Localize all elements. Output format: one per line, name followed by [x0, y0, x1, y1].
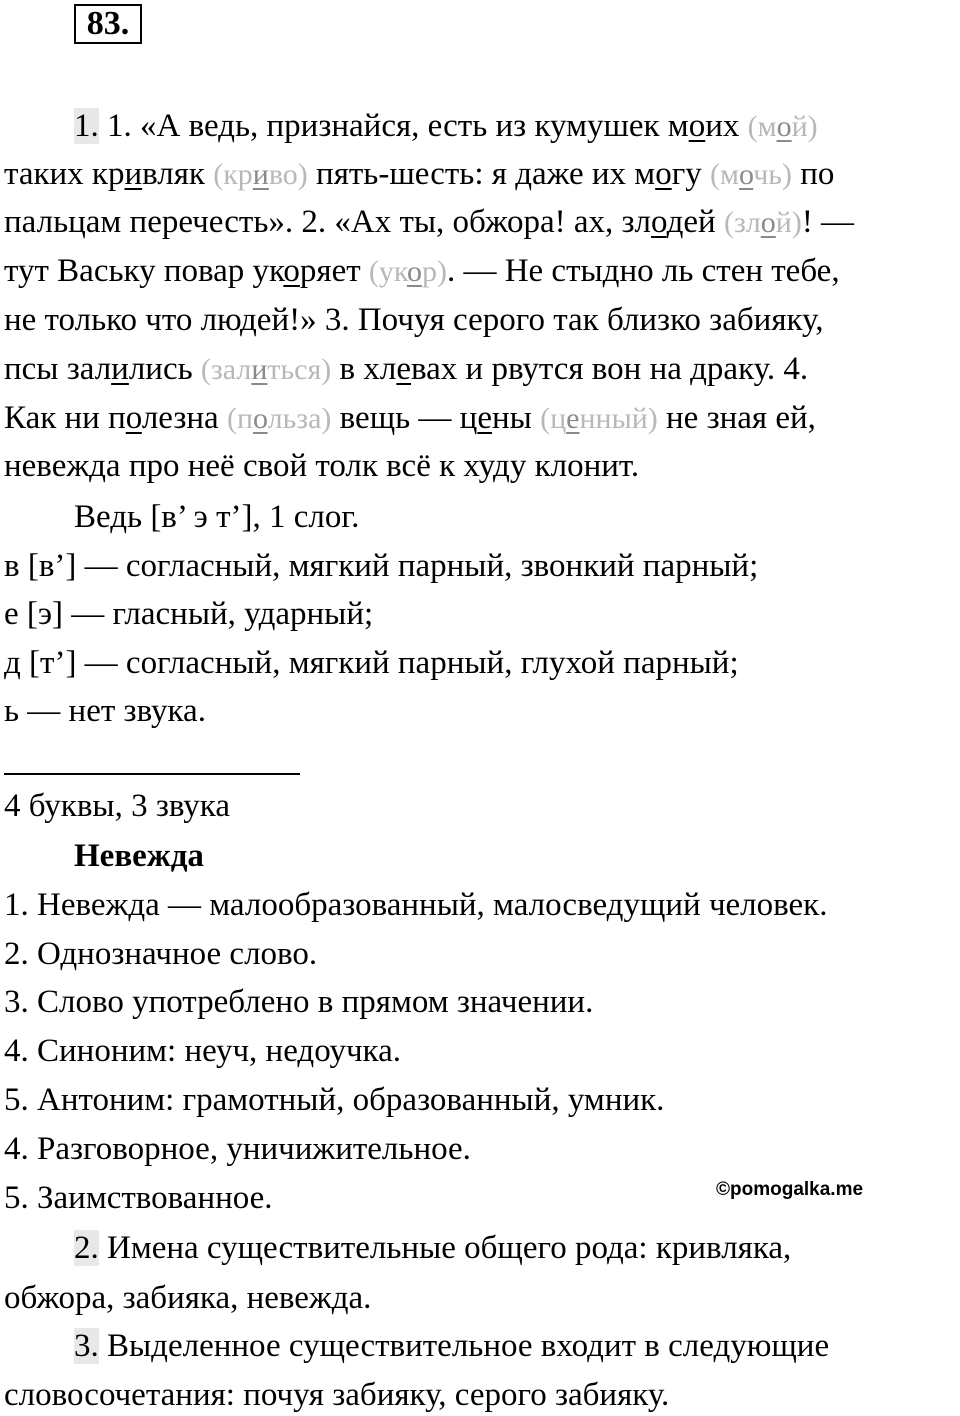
part2-marker: 2.	[74, 1230, 99, 1266]
phonetic-row: е [э] — гласный, ударный;	[4, 596, 374, 632]
list-item: 3. Слово употреблено в прямом значении.	[4, 984, 594, 1020]
hint: (мой)	[747, 110, 818, 143]
list-item: 5. Заимствованное.	[4, 1180, 273, 1216]
phonetic-head: Ведь [в’ э т’], 1 слог.	[74, 499, 360, 535]
text-line-8: невежда про неё свой толк всё к худу клонит.	[4, 448, 640, 484]
part2-line-1: 2. Имена существительные общего рода: кривляка,	[74, 1230, 792, 1266]
text-line-5: не только что людей!» 3. Почуя серого так близко забияку,	[4, 302, 824, 338]
hint: (укор)	[368, 255, 447, 288]
list-item: 4. Разговорное, уничижительное.	[4, 1131, 471, 1167]
list-item: 5. Антоним: грамотный, образованный, умник.	[4, 1082, 665, 1118]
text-line-6: псы залились (залиться) в хлевах и рвутся вон на драку. 4.	[4, 351, 809, 387]
hint: (мочь)	[709, 158, 792, 191]
text-line-7: Как ни полезна (польза) вещь — цены (ценный) не зная ей,	[4, 400, 816, 436]
divider	[4, 773, 300, 775]
word-analysis-title: Невежда	[74, 838, 204, 874]
watermark: ©pomogalka.me	[716, 1179, 864, 1200]
text-line-4: тут Ваську повар укоряет (укор). — Не стыдно ль стен тебе,	[4, 253, 840, 289]
phonetic-row: ь — нет звука.	[4, 693, 206, 729]
hint: (залиться)	[200, 353, 332, 386]
text-line-3: пальцам перечесть». 2. «Ах ты, обжора! ах, злодей (злой)! —	[4, 204, 855, 240]
phonetic-summary: 4 буквы, 3 звука	[4, 788, 230, 824]
part3-line-2: словосочетания: почуя забияку, серого забияку.	[4, 1377, 670, 1413]
part1-marker: 1.	[74, 108, 99, 144]
hint: (криво)	[213, 158, 308, 191]
phonetic-row: в [в’] — согласный, мягкий парный, звонкий парный;	[4, 548, 759, 584]
text-line-1: 1. 1. «А ведь, признайся, есть из кумушек моих (мой)	[74, 108, 818, 144]
list-item: 1. Невежда — малообразованный, малосведущий человек.	[4, 887, 828, 923]
hint: (польза)	[226, 402, 332, 435]
part3-line-1: 3. Выделенное существительное входит в следующие	[74, 1328, 830, 1364]
hint: (злой)	[723, 206, 802, 239]
hint: (ценный)	[540, 402, 658, 435]
list-item: 4. Синоним: неуч, недоучка.	[4, 1033, 401, 1069]
list-item: 2. Однозначное слово.	[4, 936, 318, 972]
part2-line-2: обжора, забияка, невежда.	[4, 1280, 372, 1316]
phonetic-row: д [т’] — согласный, мягкий парный, глухой парный;	[4, 645, 739, 681]
part3-marker: 3.	[74, 1328, 99, 1364]
exercise-number: 83.	[74, 4, 142, 44]
text-line-2: таких кривляк (криво) пять-шесть: я даже их могу (мочь) по	[4, 156, 835, 192]
